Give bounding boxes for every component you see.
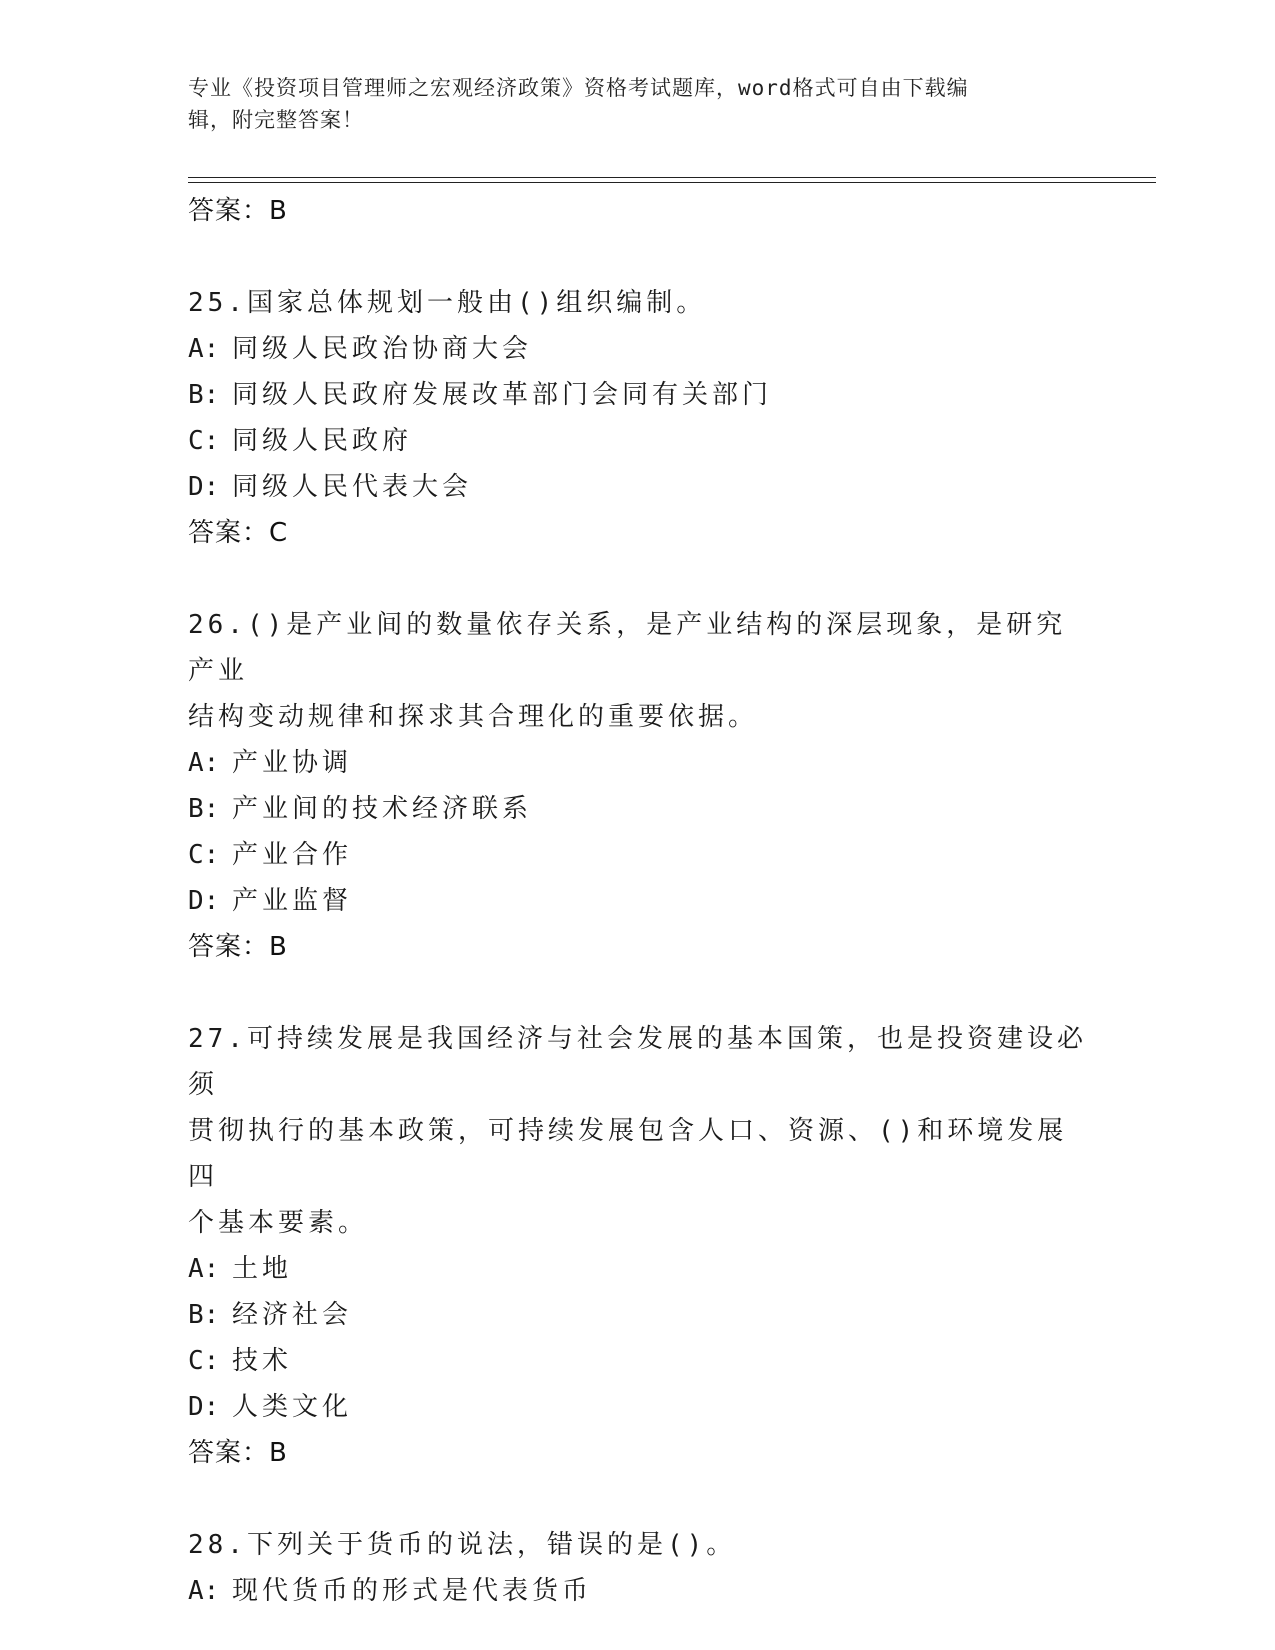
header-line-1: 专业《投资项目管理师之宏观经济政策》资格考试题库，word格式可自由下载编: [188, 76, 969, 100]
answer-line: 答案：B: [188, 1438, 288, 1468]
option-a: [188, 326, 1088, 372]
option-text: 同级人民政府: [232, 426, 413, 456]
option-key: C:: [188, 840, 220, 870]
question-item: [188, 280, 1088, 556]
header-rule-top: [188, 177, 1156, 178]
option-key: D:: [188, 1392, 220, 1422]
option-text: 产业间的技术经济联系: [232, 794, 533, 824]
option-key: A:: [188, 334, 220, 364]
question-stem: [188, 1016, 1088, 1246]
option-text: 同级人民政治协商大会: [232, 334, 533, 364]
option-text: 人类文化: [232, 1392, 353, 1422]
option-text: 现代货币的形式是代表货币: [232, 1576, 593, 1606]
header-line-2: 辑，附完整答案！: [188, 108, 364, 132]
option-key: B:: [188, 380, 220, 410]
question-item: [188, 1522, 1088, 1614]
answer-line: 答案：B: [188, 196, 288, 226]
option-text: 技术: [232, 1346, 293, 1376]
option-a: [188, 1568, 1088, 1614]
spacer: [188, 1476, 1088, 1522]
option-b: [188, 1292, 1088, 1338]
option-text: 产业协调: [232, 748, 353, 778]
option-d: [188, 464, 1088, 510]
option-key: D:: [188, 886, 220, 916]
question-stem-line: 26.()是产业间的数量依存关系，是产业结构的深层现象，是研究产业: [188, 610, 1067, 686]
option-a: [188, 740, 1088, 786]
question-stem: [188, 280, 1088, 326]
question-stem-line: 贯彻执行的基本政策，可持续发展包含人口、资源、()和环境发展四: [188, 1116, 1068, 1192]
question-stem-line: 结构变动规律和探求其合理化的重要依据。: [188, 702, 759, 732]
question-item: [188, 602, 1088, 970]
option-key: A:: [188, 1254, 220, 1284]
option-text: 同级人民政府发展改革部门会同有关部门: [232, 380, 773, 410]
option-key: A:: [188, 1576, 220, 1606]
option-text: 土地: [232, 1254, 293, 1284]
question-stem-line: 25.国家总体规划一般由()组织编制。: [188, 288, 707, 318]
option-b: [188, 786, 1088, 832]
option-key: A:: [188, 748, 220, 778]
answer-line: 答案：C: [188, 518, 289, 548]
question-stem-line: 27.可持续发展是我国经济与社会发展的基本国策，也是投资建设必须: [188, 1024, 1087, 1100]
question-stem-line: 28.下列关于货币的说法，错误的是()。: [188, 1530, 737, 1560]
question-item: [188, 1016, 1088, 1476]
header-rule-bottom: [188, 182, 1156, 183]
question-stem-line: 个基本要素。: [188, 1208, 369, 1238]
spacer: [188, 970, 1088, 1016]
option-key: C:: [188, 1346, 220, 1376]
option-c: [188, 418, 1088, 464]
option-text: 同级人民代表大会: [232, 472, 473, 502]
option-key: B:: [188, 1300, 220, 1330]
option-c: [188, 1338, 1088, 1384]
option-b: [188, 372, 1088, 418]
question-stem: [188, 602, 1088, 740]
question-stem: [188, 1522, 1088, 1568]
option-text: 产业监督: [232, 886, 353, 916]
option-key: C:: [188, 426, 220, 456]
option-d: [188, 1384, 1088, 1430]
question-list: [188, 188, 1088, 1614]
option-text: 产业合作: [232, 840, 353, 870]
option-text: 经济社会: [232, 1300, 353, 1330]
spacer: [188, 234, 1088, 280]
option-d: [188, 878, 1088, 924]
spacer: [188, 556, 1088, 602]
page-header: [188, 72, 1068, 136]
option-a: [188, 1246, 1088, 1292]
answer-line: 答案：B: [188, 932, 288, 962]
option-key: B:: [188, 794, 220, 824]
option-c: [188, 832, 1088, 878]
option-key: D:: [188, 472, 220, 502]
